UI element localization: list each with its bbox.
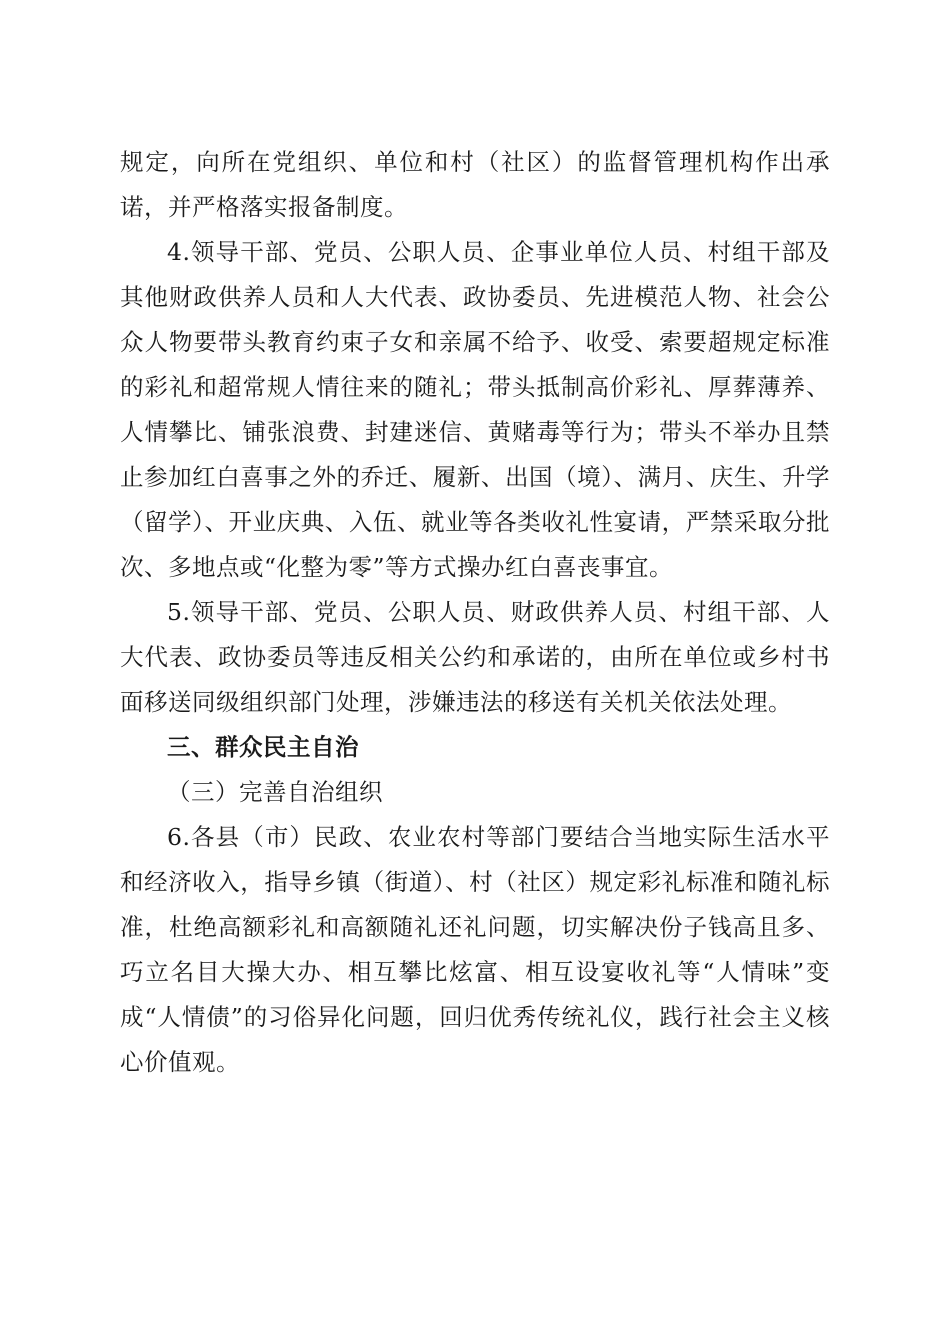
paragraph-item-6: 6.各县（市）民政、农业农村等部门要结合当地实际生活水平和经济收入，指导乡镇（街道）、村（社区）规定彩礼标准和随礼标准，杜绝高额彩礼和高额随礼还礼问题，切实解决份子钱高且多、巧立名目大操大办、相互攀比炫富、相互设宴收礼等“人情味”变成“人情债”的习俗异化问题，回归优秀传统礼仪，践行社会主义核心价值观。 [120, 823, 830, 1076]
paragraph-item-4: 4.领导干部、党员、公职人员、企事业单位人员、村组干部及其他财政供养人员和人大代表、政协委员、先进模范人物、社会公众人物要带头教育约束子女和亲属不给予、收受、索要超规定标准的彩礼和超常规人情往来的随礼；带头抵制高价彩礼、厚葬薄养、人情攀比、铺张浪费、封建迷信、黄赌毒等行为；带头不举办且禁止参加红白喜事之外的乔迁、履新、出国（境）、满月、庆生、升学（留学）、开业庆典、入伍、就业等各类收礼性宴请，严禁采取分批次、多地点或“化整为零”等方式操办红白喜丧事宜。 [120, 238, 830, 581]
subsection-heading: （三）完善自治组织 [167, 778, 383, 806]
paragraph-continuation: 规定，向所在党组织、单位和村（社区）的监督管理机构作出承诺，并严格落实报备制度。 [120, 148, 830, 221]
document-page [120, 140, 830, 1085]
paragraph-item-5: 5.领导干部、党员、公职人员、财政供养人员、村组干部、人大代表、政协委员等违反相关公约和承诺的，由所在单位或乡村书面移送同级组织部门处理，涉嫌违法的移送有关机关依法处理。 [120, 598, 830, 716]
section-heading: 三、群众民主自治 [167, 733, 359, 761]
